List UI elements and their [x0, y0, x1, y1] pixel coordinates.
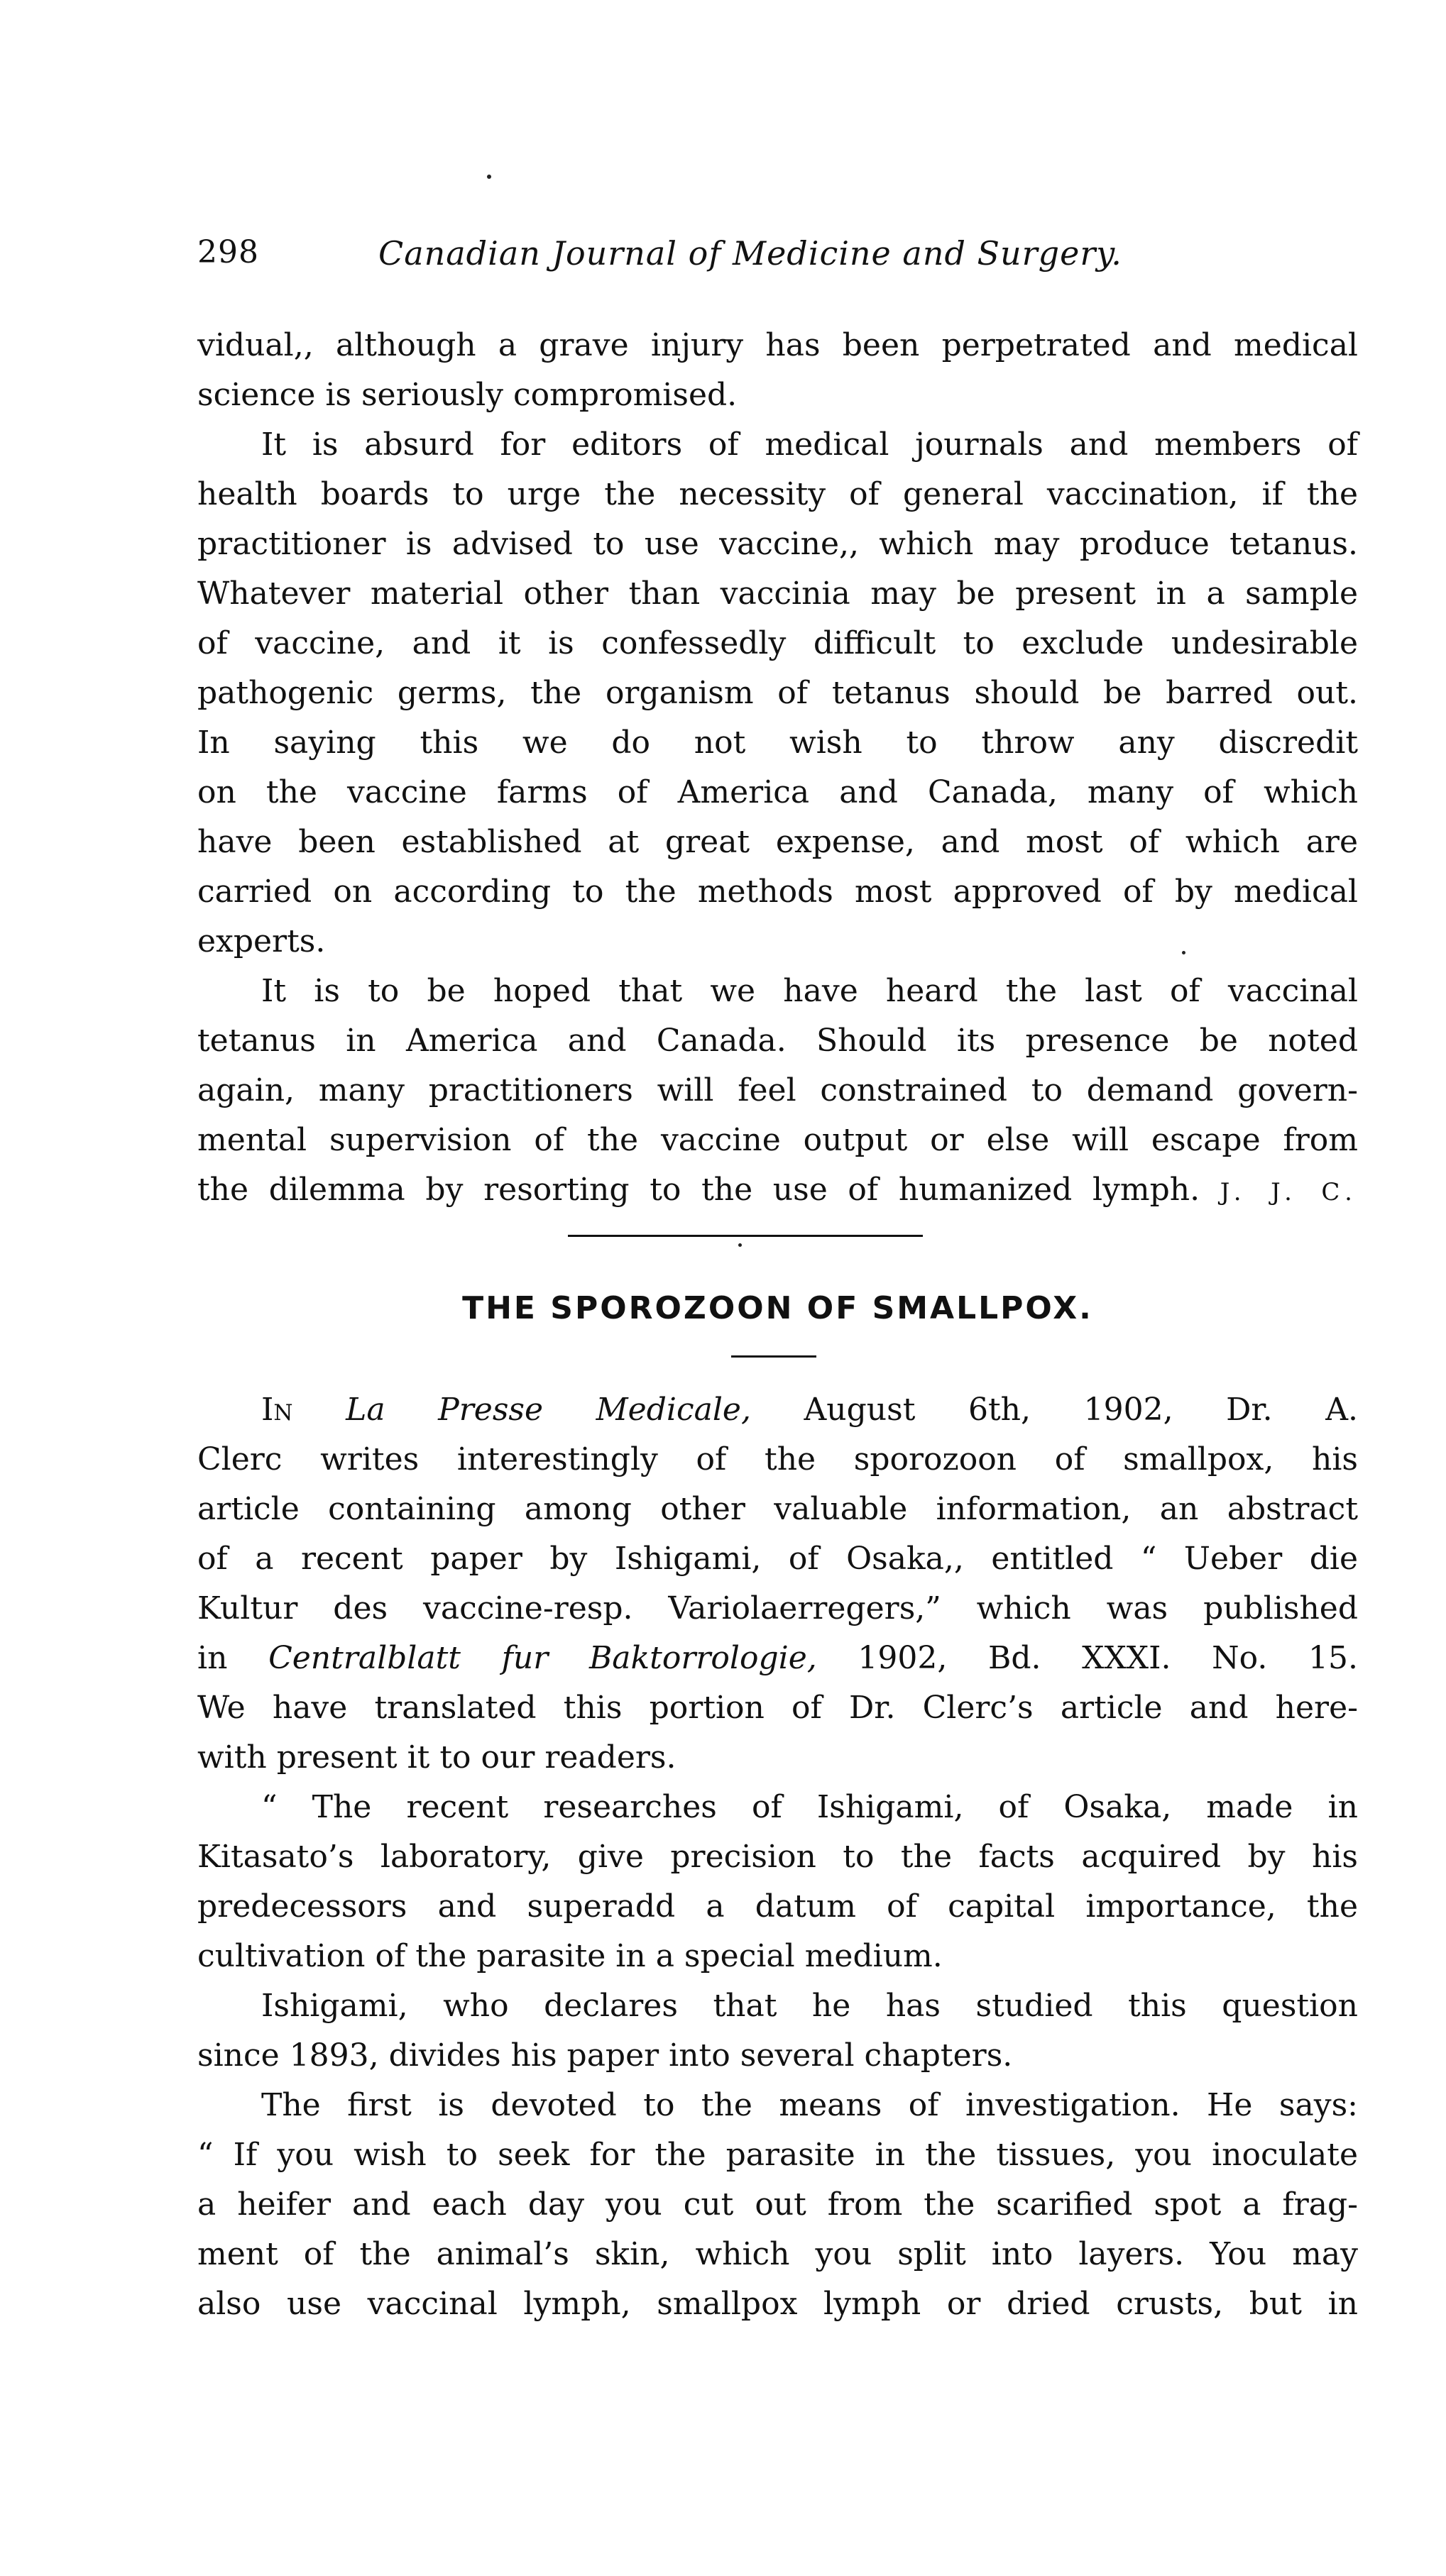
journal-name: La Presse Medicale, — [346, 1392, 751, 1428]
paragraph-line: again, many practitioners will feel constrained to demand govern- — [197, 1072, 1358, 1108]
running-title: Canadian Journal of Medicine and Surgery. — [378, 234, 1122, 273]
title-underline — [731, 1355, 816, 1358]
paragraph-line: science is seriously compromised. — [197, 377, 738, 413]
paragraph-line: of a recent paper by Ishigami, of Osaka,, entitled “ Ueber die — [197, 1541, 1358, 1577]
paragraph-line-text: August 6th, 1902, Dr. A. — [804, 1392, 1358, 1428]
paragraph-line: on the vaccine farms of America and Canada, many of which — [197, 774, 1358, 810]
paragraph-line: tetanus in America and Canada. Should its presence be noted — [197, 1023, 1358, 1059]
page-number: 298 — [197, 234, 259, 270]
paragraph-line: also use vaccinal lymph, smallpox lymph or dried crusts, but in — [197, 2286, 1358, 2322]
paragraph-line: experts. — [197, 923, 326, 959]
paragraph-line: It is to be hoped that we have heard the last of vaccinal — [261, 973, 1358, 1009]
journal-name: Centralblatt fur Baktorrologie, — [268, 1640, 817, 1676]
paragraph-line: Kultur des vaccine-resp. Variolaerregers,” which was published — [197, 1590, 1358, 1626]
paragraph-line: a heifer and each day you cut out from the scarified spot a frag- — [197, 2186, 1358, 2223]
page-header — [197, 234, 1347, 284]
paragraph-line: predecessors and superadd a datum of capital importance, the — [197, 1888, 1358, 1925]
paragraph-line: have been established at great expense, and most of which are — [197, 824, 1358, 860]
speck-mark — [1182, 951, 1185, 954]
paragraph-line: carried on according to the methods most approved of by medical — [197, 874, 1358, 910]
paragraph-line — [197, 1634, 1358, 1683]
paragraph-line: health boards to urge the necessity of general vaccination, if the — [197, 476, 1358, 512]
speck-mark — [738, 1243, 742, 1247]
paragraph-line: mental supervision of the vaccine output or else will escape from — [197, 1122, 1358, 1158]
paragraph-line-text: 1902, Bd. XXXI. No. 15. — [858, 1640, 1358, 1676]
paragraph-line: of vaccine, and it is confessedly difficult to exclude undesirable — [197, 625, 1358, 661]
paragraph-line-text: in — [197, 1640, 228, 1676]
paragraph-line: The first is devoted to the means of investigation. He says: — [261, 2087, 1358, 2123]
paragraph-line: with present it to our readers. — [197, 1739, 677, 1776]
article-body — [197, 1385, 1358, 2329]
paragraph-line: “ The recent researches of Ishigami, of Osaka, made in — [261, 1789, 1358, 1825]
section-divider — [568, 1235, 923, 1237]
paragraph-line: pathogenic germs, the organism of tetanus should be barred out. — [197, 675, 1358, 711]
paragraph-line-text: the dilemma by resorting to the use of humanized lymph. — [197, 1172, 1200, 1208]
drop-word: In — [261, 1392, 293, 1428]
paragraph-line: We have translated this portion of Dr. Clerc’s article and here- — [197, 1690, 1358, 1726]
paragraph-line: Kitasato’s laboratory, give precision to the facts acquired by his — [197, 1839, 1358, 1875]
paragraph-line: practitioner is advised to use vaccine,, which may produce tetanus. — [197, 526, 1358, 562]
paragraph-line: In saying this we do not wish to throw any discredit — [197, 725, 1358, 761]
paragraph-line: Whatever material other than vaccinia may be present in a sample — [197, 576, 1358, 612]
author-signature: J. J. C. — [1220, 1178, 1358, 1206]
paragraph-line: vidual,, although a grave injury has been perpetrated and medical — [197, 327, 1358, 363]
paragraph-line: since 1893, divides his paper into several chapters. — [197, 2037, 1013, 2074]
paragraph-line: cultivation of the parasite in a special medium. — [197, 1938, 943, 1974]
article-title: THE SPOROZOON OF SMALLPOX. — [462, 1290, 1093, 1326]
paragraph-line: It is absurd for editors of medical journals and members of — [261, 426, 1358, 463]
paragraph-line: Clerc writes interestingly of the sporozoon of smallpox, his — [197, 1441, 1358, 1477]
paragraph-line: Ishigami, who declares that he has studied this question — [261, 1988, 1358, 2024]
paragraph-line: article containing among other valuable information, an abstract — [197, 1491, 1358, 1527]
paragraph-line — [197, 1385, 1358, 1435]
speck-mark — [487, 175, 491, 179]
paragraph-line: ment of the animal’s skin, which you split into layers. You may — [197, 2236, 1358, 2272]
paragraph-line: “ If you wish to seek for the parasite in the tissues, you inoculate — [197, 2137, 1358, 2173]
paragraph-line-with-signature — [197, 1165, 1358, 1215]
top-section — [197, 321, 1358, 1215]
